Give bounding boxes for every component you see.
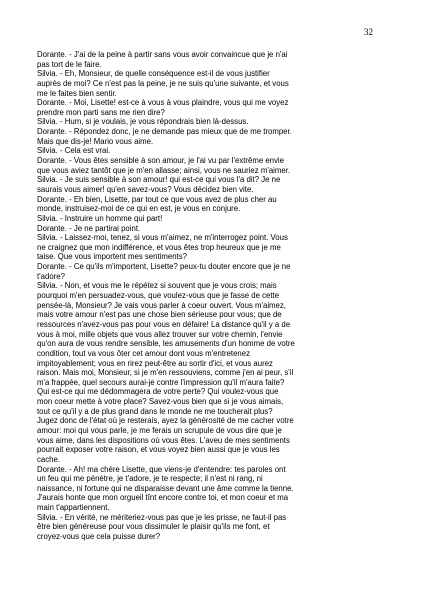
text-line: Dorante. - Ah! ma chère Lisette, que viens-je d'entendre: tes paroles ont bbox=[37, 464, 286, 474]
text-line: croyez-vous que cela puisse durer? bbox=[37, 532, 161, 542]
text-line: saurais vous aimer! qu'en savez-vous? Vous décidez bien vite. bbox=[37, 184, 254, 194]
text-line: ne craignez que mon indifférence, et vous êtes trop heureux que je me bbox=[37, 242, 281, 252]
text-line: J'aurais honte que mon orgueil tînt encore contre toi, et mon coeur et ma bbox=[37, 493, 289, 503]
text-line: que vous aviez tantôt que je m'en allasse; ainsi, vous ne sauriez m'aimer. bbox=[37, 165, 291, 175]
text-line: m'a frappée, quel secours aurai-je contre l'impression qu'il m'aura faite? bbox=[37, 377, 285, 387]
text-line: prendre mon parti sans me rien dire? bbox=[37, 107, 165, 117]
text-line: pensée-là, Monsieur? Je vais vous parler à coeur ouvert. Vous m'aimez, bbox=[37, 300, 286, 310]
text-line: taise. Que vous importent mes sentiments? bbox=[37, 252, 187, 262]
text-line: pourquoi m'en persuadez-vous, que voulez-vous que je fasse de cette bbox=[37, 291, 280, 301]
page-number: 32 bbox=[364, 27, 373, 37]
text-line: cache. bbox=[37, 454, 60, 464]
text-line: Silvia. - En vérité, ne mériteriez-vous pas que je les prisse, ne faut-il pas bbox=[37, 512, 287, 522]
text-line: amour: moi qui vous parle, je me ferais un scrupule de vous dire que je bbox=[37, 425, 282, 435]
text-line: Qui est-ce qui me dédommagera de votre perte? Qui voulez-vous que bbox=[37, 387, 279, 397]
text-line: Dorante. - Eh bien, Lisette, par tout ce que vous avez de plus cher au bbox=[37, 194, 277, 204]
dialogue-text bbox=[37, 50, 391, 542]
text-line: être bien généreuse pour vous dissimuler le plaisir qu'ils me font, et bbox=[37, 522, 270, 532]
text-line: qu'on aura de vous rendre sensible, les amusements d'un homme de votre bbox=[37, 339, 295, 349]
text-line: condition, tout va vous ôter cet amour dont vous m'entretenez bbox=[37, 348, 250, 358]
text-line: Dorante. - Répondez donc, je ne demande pas mieux que de me tromper. bbox=[37, 127, 292, 137]
text-line: Silvia. - Eh, Monsieur, de quelle conséquence est-il de vous justifier bbox=[37, 69, 270, 79]
text-line: Dorante. - Moi, Lisette! est-ce à vous à vous plaindre, vous qui me voyez bbox=[37, 98, 289, 108]
text-line: tout ce qu'il y a de plus grand dans le monde ne me toucherait plus? bbox=[37, 406, 273, 416]
text-line: pas tort de le faire. bbox=[37, 59, 102, 69]
text-line: ressources n'avez-vous pas pour vous en défaire! La distance qu'il y a de bbox=[37, 319, 291, 329]
text-line: Dorante. - Je ne partirai point. bbox=[37, 223, 141, 233]
text-line: Silvia. - Laissez-moi, tenez, si vous m'aimez, ne m'interrogez point. Vous bbox=[37, 233, 288, 243]
text-line: Dorante. - J'ai de la peine à partir sans vous avoir convaincue que je n'ai bbox=[37, 50, 288, 59]
text-line: Silvia. - Instruire un homme qui part! bbox=[37, 213, 163, 223]
text-line: Silvia. - Cela est vrai. bbox=[37, 146, 111, 156]
text-line: Silvia. - Non, et vous me le répétez si souvent que je vous crois; mais bbox=[37, 281, 277, 291]
text-line: un feu qui me pénètre, je t'adore, je te respecte; il n'est ni rang, ni bbox=[37, 474, 263, 484]
text-line: Jugez donc de l'état où je resterais, ayez la générosité de me cacher votre bbox=[37, 416, 294, 426]
text-line: mon coeur mette à votre place? Savez-vous bien que si je vous aimais, bbox=[37, 397, 284, 407]
text-line: main t'appartiennent. bbox=[37, 503, 110, 513]
text-line: vous aime, dans les dispositions où vous êtes. L'aveu de mes sentiments bbox=[37, 435, 290, 445]
text-line: Dorante. - Vous êtes sensible à son amour, je l'ai vu par l'extrême envie bbox=[37, 156, 284, 166]
text-line: pourrait exposer votre raison, et vous voyez bien aussi que je vous les bbox=[37, 445, 280, 455]
text-line: impitoyablement; vous en rirez peut-être au sortir d'ici, et vous aurez bbox=[37, 358, 273, 368]
text-line: Silvia. - Je suis sensible à son amour! qui est-ce qui vous l'a dit? Je ne bbox=[37, 175, 281, 185]
text-line: naissance, ni fortune qui ne disparaisse devant une âme comme la tienne. bbox=[37, 483, 294, 493]
text-line: me le faites bien sentir. bbox=[37, 88, 117, 98]
text-line: Dorante. - Ce qu'ils m'importent, Lisette? peux-tu douter encore que je ne bbox=[37, 262, 291, 272]
text-line: auprès de moi? Ce n'est pas la peine, je ne suis qu'une suivante, et vous bbox=[37, 78, 289, 88]
text-line: raison. Mais moi, Monsieur, si je m'en ressouviens, comme j'en ai peur, s'il bbox=[37, 368, 294, 378]
text-line: Mais que dis-je! Mario vous aime. bbox=[37, 136, 154, 146]
text-line: vous à moi, mille objets que vous allez trouver sur votre chemin, l'envie bbox=[37, 329, 283, 339]
text-line: t'adore? bbox=[37, 271, 65, 281]
text-line: monde, instruisez-moi de ce qui en est, je vous en conjure. bbox=[37, 204, 241, 214]
text-line: mais votre amour n'est pas une chose bien sérieuse pour vous; que de bbox=[37, 310, 282, 320]
text-line: Silvia. - Hum, si je voulais, je vous répondrais bien là-dessus. bbox=[37, 117, 249, 127]
